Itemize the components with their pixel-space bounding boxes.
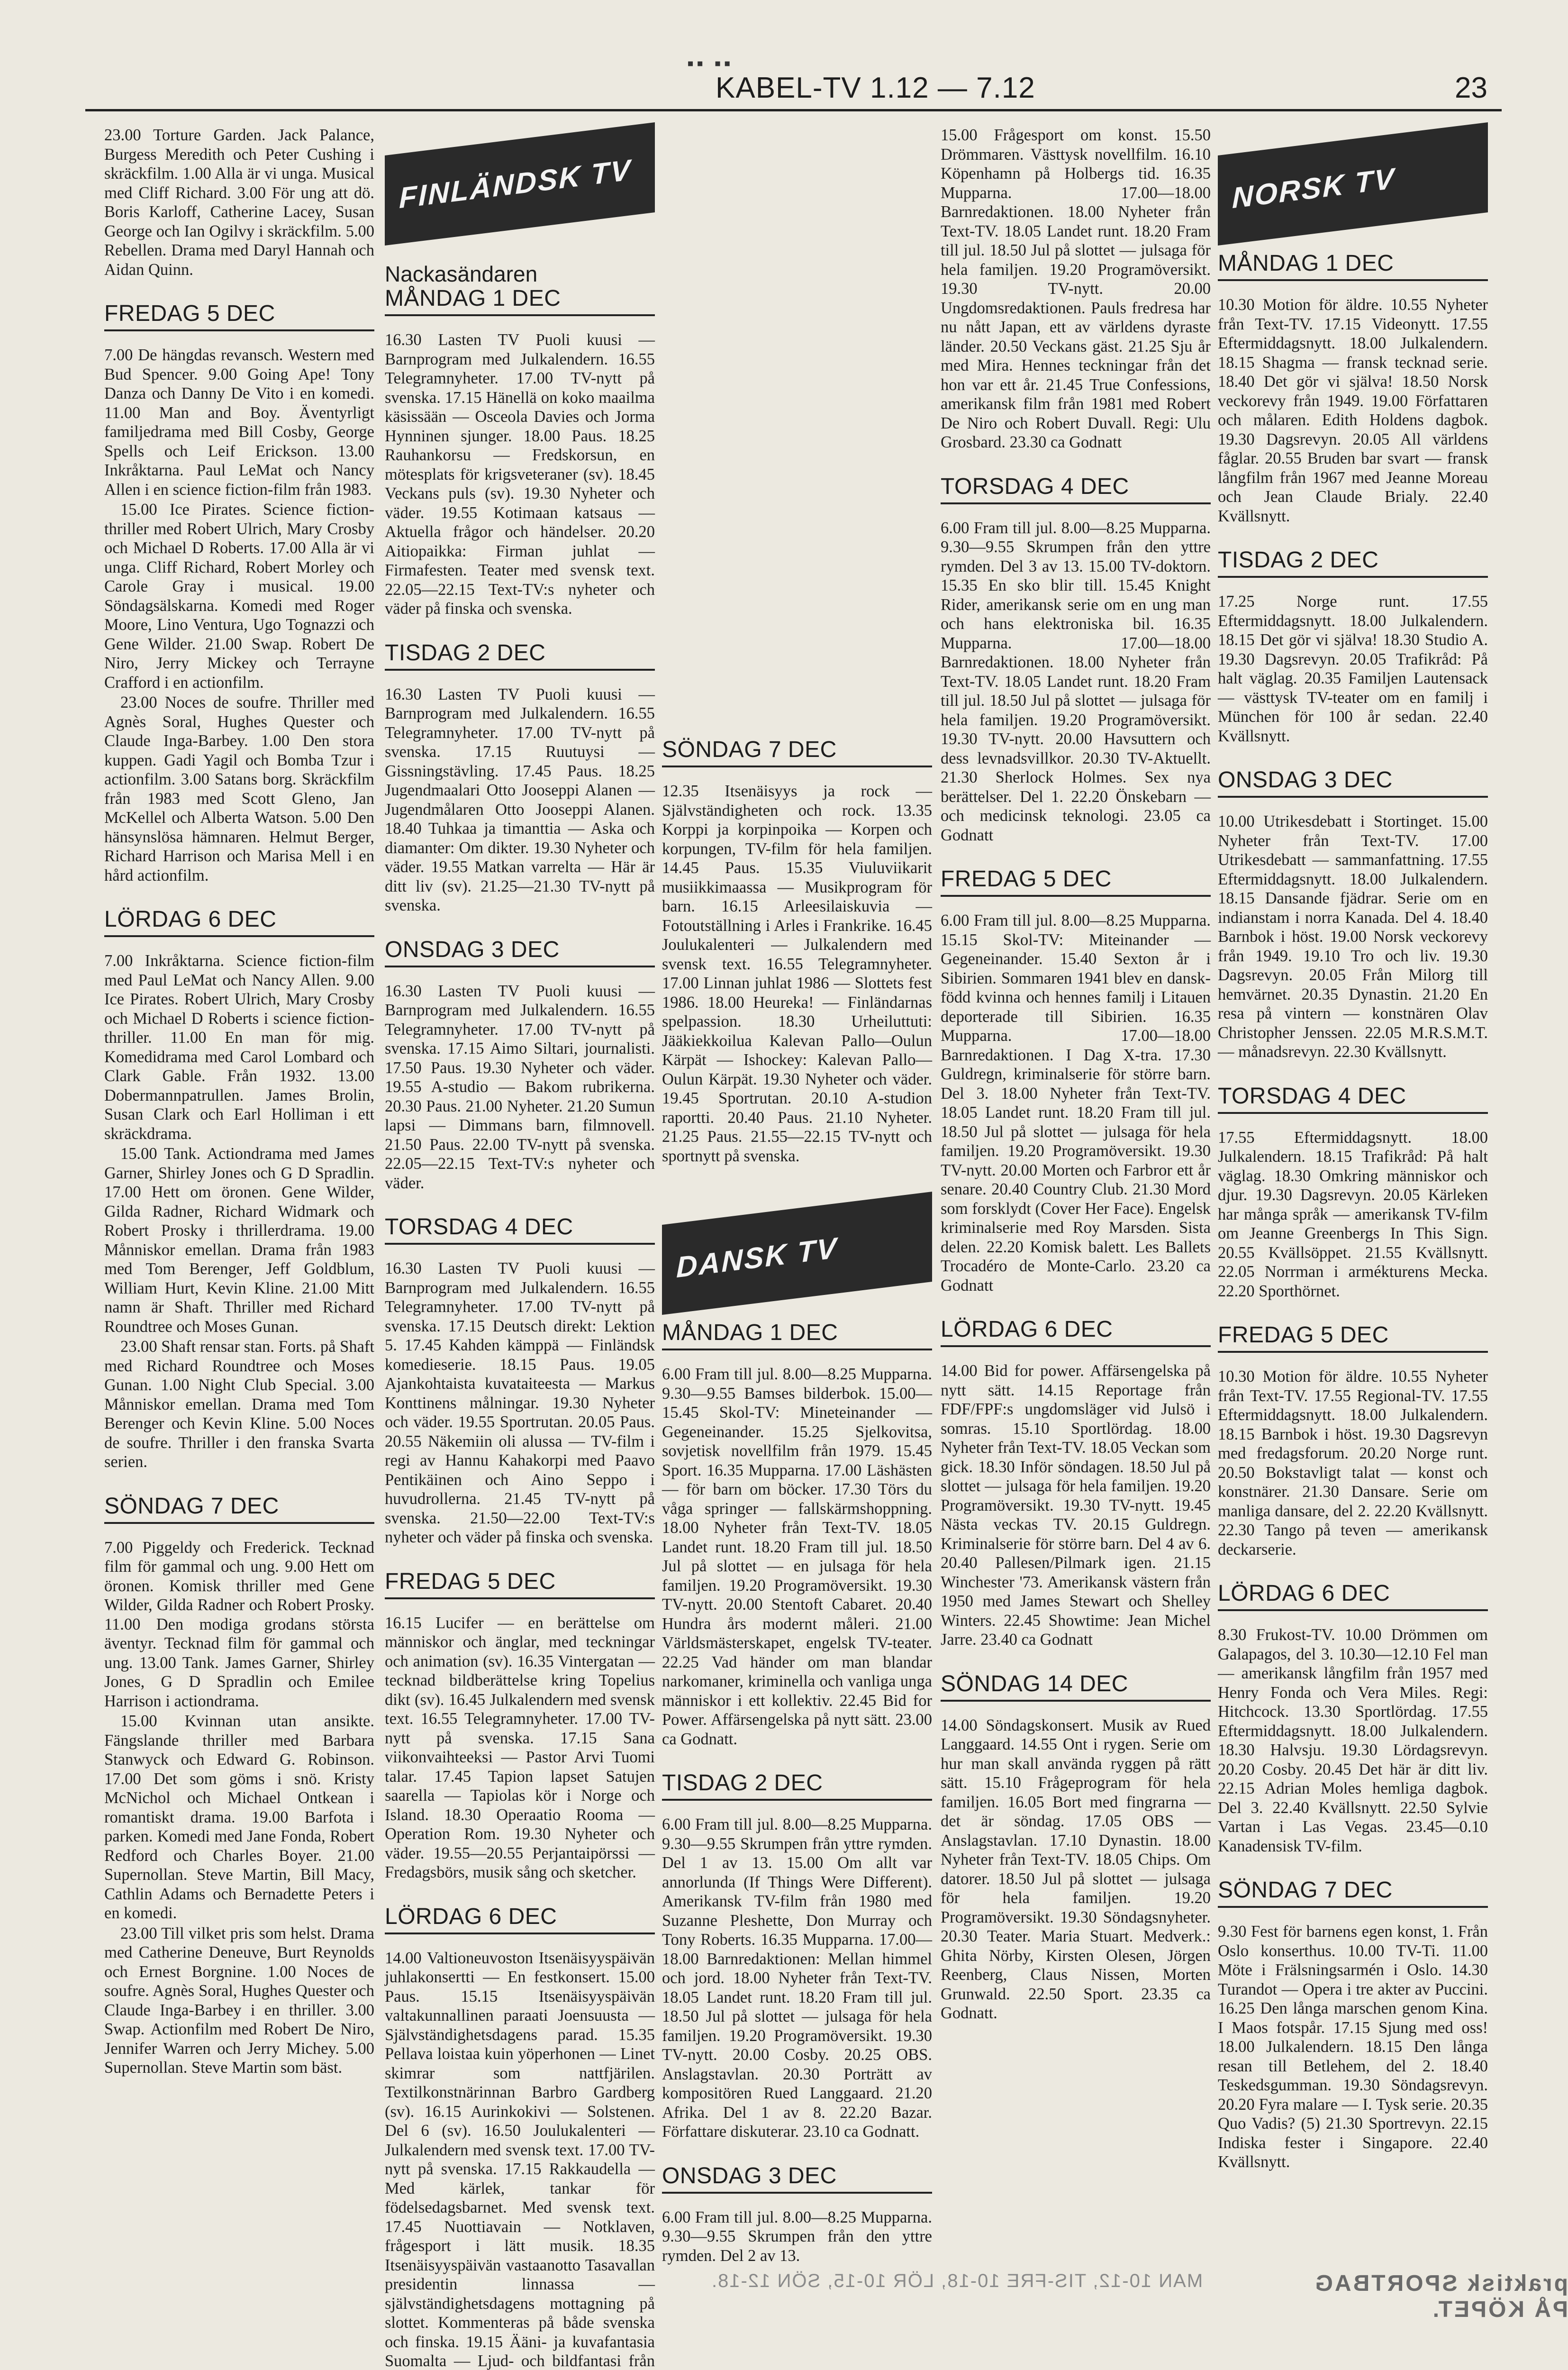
header-title: KABEL-TV 1.12 — 7.12 [716,71,1035,105]
program-text: 16.30 Lasten TV Puoli kuusi — Barnprogram med Julkalendern. 16.55 Telegramnyheter. 17.00 TV-nytt på svenska. 17.15 Ruutuysi — Gissningstävling. 17.45 Paus. 18.25 Jugendmaalari Otto Jooseppi Alanen — Jugendmålaren Otto Jooseppi Alanen. 18.40 Tuhkaa ja timanttia — Aska och diamanter: Om dikter. 19.30 Nyheter och väder. 19.55 Matkan varrelta — Här är ditt liv (sv). 21.25—21.30 TV-nytt på svenska. [385,685,655,915]
station-subhead: Nackasändaren [385,262,655,286]
program-text: 12.35 Itsenäisyys ja rock — Självständigheten och rock. 13.35 Korppi ja korpinpoika — Korpen och korpungen, TV-film för hela familjen. 14.45 Paus. 15.35 Viuluviikarit musiikkimaassa — Musikprogram för barn. 16.15 Arleesilaiskuvia — Fotoutställning i Arles i Frankrike. 16.45 Joulukalenteri — Julkalendern med svensk text. 16.55 Telegramnyheter. 17.00 Linnan juhlat 1986 — Slottets fest 1986. 18.00 Heureka! — Finländarnas spelpassion. 18.30 Urheiluttuti: Jääkiekkoilua Kalevan Pallo—Oulun Kärpät — Ishockey: Kalevan Pallo—Oulun Kärpät. 19.30 Nyheter och väder. 19.45 Sportrutan. 20.10 A-studion raportti. 20.40 Paus. 21.10 Nyheter. 21.25 Paus. 21.55—22.15 TV-nytt och sportnytt på svenska. [662,782,932,1166]
day-heading: LÖRDAG 6 DEC [104,907,374,937]
day-heading: MÅNDAG 1 DEC [385,286,655,316]
day-heading: FREDAG 5 DEC [941,866,1211,897]
program-text: 16.15 Lucifer — en berättelse om människor och änglar, med teckningar och animation (sv). 16.35 Vintergatan — tecknad bildberättelse kring Topelius dikt (sv). 16.45 Julkalendern med svensk text. 16.55 Telegramnyheter. 17.00 TV-nytt på svenska. 17.15 Sana viikonvaihteeksi — Pastor Arvi Tuomi talar. 17.45 Tapion lapset Satujen saarella — Tapiolas kör i Norge och Island. 18.30 Operaatio Rooma — Operation Rom. 19.30 Nyheter och väder. 19.55—20.55 Perjantaipörssi — Fredagsbörs, musik sång och sketcher. [385,1613,655,1882]
column-1 [104,126,374,2078]
day-heading: FREDAG 5 DEC [104,301,374,331]
day-heading: SÖNDAG 7 DEC [104,1494,374,1524]
page-header [85,71,1502,111]
program-text: 15.00 Tank. Actiondrama med James Garner, Shirley Jones och G D Spradlin. 17.00 Hett om öronen. Gene Wilder, Gilda Radner, Richard Widmark och Robert Prosky i thrillerdrama. 19.00 Månniskor emellan. Drama från 1983 med Tom Berenger, Jeff Goldblum, William Hurt, Kevin Kline. 21.00 Mitt namn är Shaft. Thriller med Richard Roundtree och Moses Gunan. [104,1144,374,1336]
day-heading: MÅNDAG 1 DEC [1218,251,1488,281]
program-text: 6.00 Fram till jul. 8.00—8.25 Mupparna. 9.30—9.55 Skrumpen från den yttre rymden. Del 3 av 13. 15.00 TV-doktorn. 15.35 En sko blir till. 15.45 Knight Rider, amerikansk serie om en ung man och hans elektroniska bil. 16.35 Mupparna. 17.00—18.00 Barnredaktionen. 18.00 Nyheter från Text-TV. 18.05 Landet runt. 18.20 Fram till jul. 18.50 Jul på slottet — julsaga för hela familjen. 19.20 Programöversikt. 19.30 TV-nytt. 20.00 Havsuttern och dess levnadsvillkor. 20.30 TV-Aktuellt. 21.30 Sherlock Holmes. Sex nya berättelser. Del 1. 22.20 Önskebarn — och medicinsk teknologi. 23.05 ca Godnatt [941,519,1211,845]
program-text: 16.30 Lasten TV Puoli kuusi — Barnprogram med Julkalendern. 16.55 Telegramnyheter. 17.00 TV-nytt på svenska. 17.15 Aimo Siltari, journalisti. 17.50 Paus. 19.30 Nyheter och väder. 19.55 A-studio — Bakom rubrikerna. 20.30 Paus. 21.00 Nyheter. 21.20 Sumun lapsi — Dimmans barn, filmnovell. 21.50 Paus. 22.00 TV-nytt på svenska. 22.05—22.15 Text-TV:s nyheter och väder. [385,982,655,1193]
program-text: 6.00 Fram till jul. 8.00—8.25 Mupparna. 9.30—9.55 Bamses bilderbok. 15.00—15.45 Skol-TV: Mineteinander — Gegeneinander. 15.25 Sjelkovitsa, sovjetisk novellfilm från 1979. 15.45 Sport. 16.35 Mupparna. 17.00 Läshästen — för barn om böcker. 17.30 Törs du våga springer — fallskärmshoppning. 18.00 Nyheter från Text-TV. 18.05 Landet runt. 18.20 Fram till jul. 18.50 Jul på slottet — en julsaga för hela familjen. 19.20 Programöversikt. 19.30 TV-nytt. 20.00 Stentoft Cabaret. 20.40 Hundra års modernt måleri. 21.00 Världsmästerskapet, engelsk TV-teater. 22.25 Vad händer om man blandar narkomaner, kriminella och vanliga unga människor i ett kollektiv. 22.45 Bid for Power. Affärsengelska på nytt sätt. 23.00 ca Godnatt. [662,1365,932,1749]
program-text: 23.00 Shaft rensar stan. Forts. på Shaft med Richard Roundtree och Moses Gunan. 1.00 Night Club Special. 3.00 Månniskor emellan. Drama med Tom Berenger och Kevin Kline. 5.00 Noces de soufre. Thriller i den franska Svarta serien. [104,1337,374,1472]
day-heading: SÖNDAG 14 DEC [941,1671,1211,1702]
program-text: 8.30 Frukost-TV. 10.00 Drömmen om Galapagos, del 3. 10.30—12.10 Fel man — amerikansk långfilm från 1957 med Henry Fonda och Vera Miles. Regi: Hitchcock. 13.30 Sportlördag. 17.55 Eftermiddagsnytt. 18.00 Julkalendern. 18.30 Halvsju. 19.30 Lördagsrevyn. 20.20 Cosby. 20.45 Det här är ditt liv. 22.15 Adrian Moles hemliga dagbok. Del 3. 22.40 Kvällsnytt. 22.50 Sylvie Vartan i Las Vegas. 23.45—0.10 Kanadensisk TV-film. [1218,1625,1488,1856]
program-text: 16.30 Lasten TV Puoli kuusi — Barnprogram med Julkalendern. 16.55 Telegramnyheter. 17.00 TV-nytt på svenska. 17.15 Deutsch direkt: Lektion 5. 17.45 Kahden kämppä — Finländsk komedieserie. 18.15 Paus. 19.05 Ajankohtaista kuvataiteesta — Markus Konttinens målningar. 19.30 Nyheter och väder. 19.55 Sportrutan. 20.05 Paus. 20.55 Näkemiin oli alussa — TV-film i regi av Hannu Kahakorpi med Paavo Pentikäinen och Aino Seppo i huvudrollerna. 21.45 TV-nytt på svenska. 21.50—22.00 Text-TV:s nyheter och väder på finska och svenska. [385,1259,655,1547]
program-text: 23.00 Noces de soufre. Thriller med Agnès Soral, Hughes Quester och Claude Inga-Barbey. 1.00 Den stora kuppen. Gadi Yagil och Bomba Tzur i actionfilm. 3.00 Satans borg. Skräckfilm från 1983 med Scott Gleno, Jan McKellel och Alberta Watson. 5.00 Den hänsynslösa hämnaren. Helmut Berger, Richard Harrison och Marisa Mell i en hård actionfilm. [104,693,374,885]
program-text: 14.00 Söndagskonsert. Musik av Rued Langgaard. 14.55 Ont i rygen. Serie om hur man skall använda ryggen på rätt sätt. 15.10 Frågeprogram för hela familjen. 16.05 Bort med fingrarna — det är söndag. 17.05 OBS — Anslagstavlan. 17.10 Dynastin. 18.00 Nyheter från Text-TV. 18.05 Chips. Om datorer. 18.50 Jul på slottet — julsaga för hela familjen. 19.20 Programöversikt. 19.30 Söndagsnyheter. 20.30 Teater. Maria Stuart. Medverk.: Ghita Nörby, Kirsten Olesen, Jörgen Reenberg, Claus Nissen, Morten Grunwald. 22.50 Sport. 23.35 ca Godnatt. [941,1716,1211,2023]
program-text: 7.00 Inkråktarna. Science fiction-film med Paul LeMat och Nancy Allen. 9.00 Ice Pirates. Robert Ulrich, Mary Crosby och Michael D Roberts i science fiction-thriller. 11.00 En man för mig. Komedidrama med Carol Lombard och Clark Gable. Från 1932. 13.00 Dobermannpatrullen. James Brolin, Susan Clark och Earl Holliman i ett skräckdrama. [104,951,374,1143]
program-text: 7.00 De hängdas revansch. Western med Bud Spencer. 9.00 Going Ape! Tony Danza och Danny De Vito i en komedi. 11.00 Man and Boy. Äventyrligt familjedrama med Bill Cosby, George Spells och Leif Erickson. 13.00 Inkråktarna. Paul LeMat och Nancy Allen i en science fiction-film från 1983. [104,346,374,499]
day-heading: ONSDAG 3 DEC [385,937,655,967]
program-text: 14.00 Valtioneuvoston Itsenäisyyspäivän juhlakonsertti — En festkonsert. 15.00 Paus. 15.15 Itsenäisyyspäivän valtakunnallinen paraati Joensuusta — Självständighetsdagens parad. 15.35 Pellava loistaa kuin yöperhonen — Linet skimrar som nattfjärilen. Textilkonstnärinnan Barbro Gardberg (sv). 16.15 Aurinkokivi — Solstenen. Del 6 (sv). 16.50 Joulukalenteri — Julkalendern med svensk text. 17.00 TV-nytt på svenska. 17.15 Rakkaudella — Med kärlek, tankar för födelsedagsbarnet. Med svensk text. 17.45 Nuottiavain — Notklaven, frågesport i lätt musik. 18.35 Itsenäisyyspäivän vastaanotto Tasavallan presidentin linnassa — självständighetsdagens mottagning på slottet. Kommenteras på både svenska och finska. 19.15 Ääni- ja kuvafantasia Suomalta — Ljud- och bildfantasi från [385,1949,655,2370]
column-2 [385,126,655,2370]
bleed-through-text: MAN 10-12, TIS-FRE 10-18, LÖR 10-15, SÖN 12-18. [711,2270,1203,2292]
program-text: 6.00 Fram till jul. 8.00—8.25 Mupparna. 9.30—9.55 Skrumpen från den yttre rymden. Del 2 av 13. [662,2208,932,2266]
program-text: 7.00 Piggeldy och Frederick. Tecknad film för gammal och ung. 9.00 Hett om öronen. Komisk thriller med Gene Wilder, Gilda Radner och Robert Prosky. 11.00 Den modiga grodans största äventyr. Tecknad film för gammal och ung. 13.00 Tank. James Garner, Shirley Jones, G D Spradlin och Emilee Harrison i actiondrama. [104,1538,374,1711]
program-text: 17.55 Eftermiddagsnytt. 18.00 Julkalendern. 18.15 Trafikråd: På halt väglag. 18.30 Omkring människor och djur. 19.30 Dagsrevyn. 20.05 Kärleken har många språk — amerikansk TV-film om Jeanne Greenbergs In This Sign. 20.55 Kvällsöppet. 21.55 Kvällsnytt. 22.05 Norrman i armékturens Mecka. 22.20 Sporthörnet. [1218,1128,1488,1301]
danish-tv-banner: DANSK TV [662,1192,932,1315]
program-text: 6.00 Fram till jul. 8.00—8.25 Mupparna. 15.15 Skol-TV: Miteinander — Gegeneinander. 15.40 Sexton år i Sibirien. Sommaren 1941 blev en dansk-född kvinna och hennes familj i Litauen deporterade till Sibirien. 16.35 Mupparna. 17.00—18.00 Barnredaktionen. I Dag X-tra. 17.30 Guldregn, kriminalserie för större barn. Del 3. 18.00 Nyheter från Text-TV. 18.05 Landet runt. 18.20 Fram till jul. 18.50 Jul på slottet — julsaga för hela familjen. 19.20 Programöversikt. 19.30 TV-nytt. 20.00 Morten och Farbror ett år senare. 20.40 Country Club. 21.30 Mord som forsklydt (Cover Her Face). Engelsk kriminalserie med Roy Marsden. Sista delen. 22.20 Komisk balett. Les Ballets Trocadéro de Monte-Carlo. 23.20 ca Godnatt [941,911,1211,1295]
norwegian-tv-banner: NORSK TV [1218,122,1488,246]
column-5 [1218,126,1488,2173]
program-text: 6.00 Fram till jul. 8.00—8.25 Mupparna. 9.30—9.55 Skrumpen från yttre rymden. Del 1 av 13. 15.00 Om allt var annorlunda (If Things Were Different). Amerikansk TV-film från 1980 med Suzanne Pleshette, Don Murray och Tony Roberts. 16.35 Mupparna. 17.00—18.00 Barnredaktionen: Mellan himmel och jord. 18.00 Nyheter från Text-TV. 18.05 Landet runt. 18.20 Fram till jul. 18.50 Jul på slottet — julsaga för hela familjen. 19.20 Programöversikt. 19.30 TV-nytt. 20.00 Cosby. 20.25 OBS. Anslagstavlan. 20.30 Porträtt av kompositören Rued Langgaard. 21.20 Afrika. Del 1 av 8. 22.20 Bazar. Författare diskuterar. 23.10 ca Godnatt. [662,1815,932,2142]
day-heading: TORSDAG 4 DEC [941,474,1211,504]
day-heading: SÖNDAG 7 DEC [662,737,932,767]
day-heading: TISDAG 2 DEC [385,640,655,671]
day-heading: FREDAG 5 DEC [1218,1322,1488,1353]
page-number: 23 [1455,71,1487,105]
day-heading: MÅNDAG 1 DEC [662,1320,932,1350]
finnish-tv-banner: FINLÄNDSK TV [385,122,655,246]
program-text: 17.25 Norge runt. 17.55 Eftermiddagsnytt. 18.00 Julkalendern. 18.15 Det gör vi själva! 18.30 Studio A. 19.30 Dagsrevyn. 20.05 Trafikråd: På halt väglag. 20.35 Familjen Lautensack — västtysk TV-teater om en familj i München för 100 år sedan. 22.40 Kvällsnytt. [1218,592,1488,746]
program-text: 15.00 Kvinnan utan ansikte. Fängslande thriller med Barbara Stanwyck och Edward G. Robinson. 17.00 Det som göms i snö. Kristy McNichol och Michael Ontkean i romantiskt drama. 19.00 Barfota i parken. Komedi med Jane Fonda, Robert Redford och Charles Boyer. 21.00 Supernollan. Steve Martin, Bill Macy, Cathlin Adams och Bernadette Peters i en komedi. [104,1712,374,1923]
day-heading: ONSDAG 3 DEC [1218,767,1488,798]
day-heading: SÖNDAG 7 DEC [1218,1878,1488,1908]
program-text: 15.00 Ice Pirates. Science fiction-thriller med Robert Ulrich, Mary Crosby och Michael D Roberts. 17.00 Alla är vi unga. Cliff Richard, Robert Morley och Carole Gray i musical. 19.00 Söndagsälskarna. Komedi med Roger Moore, Lino Ventura, Ugo Tognazzi och Gene Wilder. 21.00 Swap. Robert De Niro, Jerry Mickey och Terrayne Crafford i en actionfilm. [104,500,374,692]
column-3 [662,126,932,2266]
program-text: 23.00 Till vilket pris som helst. Drama med Catherine Deneuve, Burt Reynolds och Ernest Borgnine. 1.00 Noces de soufre. Agnès Soral, Hughes Quester och Claude Inga-Barbey i en thriller. 3.00 Swap. Actionfilm med Robert De Niro, Jennifer Warren och Jerry Michey. 5.00 Supernollan. Steve Martin som bäst. [104,1924,374,2078]
program-text: 15.00 Frågesport om konst. 15.50 Drömmaren. Västtysk novellfilm. 16.10 Köpenhamn på Holbergs tid. 16.35 Mupparna. 17.00—18.00 Barnredaktionen. 18.00 Nyheter från Text-TV. 18.05 Landet runt. 18.20 Fram till jul. 18.50 Jul på slottet — julsaga för hela familjen. 19.20 Programöversikt. 19.30 TV-nytt. 20.00 Ungdomsredaktionen. Pauls fredresa har nu nått Japan, ett av världens dyraste länder. 20.50 Veckans gäst. 21.25 Sju år med Mira. Hennes teckningar från det hon var ett år. 21.45 True Confessions, amerikansk film från 1981 med Robert De Niro och Robert Duvall. Regi: Ulu Grosbard. 23.30 ca Godnatt [941,126,1211,452]
program-text: 9.30 Fest för barnens egen konst, 1. Från Oslo konserthus. 10.00 TV-Ti. 11.00 Möte i Frälsningsarmén i Oslo. 14.30 Turandot — Opera i tre akter av Puccini. 16.25 Den långa marschen genom Kina. I Maos fotspår. 17.15 Sjung med oss! 18.00 Julkalendern. 18.15 Den långa resan till Betlehem, del 2. 18.40 Teskedsgumman. 19.30 Söndagsrevyn. 20.20 Fyra malare — I. Tysk serie. 20.35 Quo Vadis? (5) 21.30 Sportrevyn. 22.15 Indiska fester i Singapore. 22.40 Kvällsnytt. [1218,1922,1488,2172]
day-heading: TORSDAG 4 DEC [385,1214,655,1245]
day-heading: LÖRDAG 6 DEC [941,1317,1211,1347]
program-text: 23.00 Torture Garden. Jack Palance, Burgess Meredith och Peter Cushing i skräckfilm. 1.00 Alla är vi unga. Musical med Cliff Richard. 3.00 För ung att dö. Boris Karloff, Catherine Lacey, Susan George och Ian Ogilvy i skräckfilm. 5.00 Rebellen. Drama med Daryl Hannah och Aidan Quinn. [104,126,374,279]
day-heading: TISDAG 2 DEC [662,1770,932,1801]
program-text: 14.00 Bid for power. Affärsengelska på nytt sätt. 14.15 Reportage från FDF/FPF:s ungdomsläger vid Julsö i somras. 15.10 Sportlördag. 18.00 Nyheter från Text-TV. 18.05 Veckan som gick. 18.30 Inför söndagen. 18.50 Jul på slottet — julsaga för hela familjen. 19.20 Programöversikt. 19.30 TV-nytt. 19.45 Nästa veckas TV. 20.15 Guldregn. Kriminalserie för större barn. Del 4 av 6. 20.40 Pallesen/Pilmark igen. 21.15 Winchester '73. Amerikansk västern från 1950 med James Stewart och Shelley Winters. 22.45 Showtime: Jean Michel Jarre. 23.40 ca Godnatt [941,1361,1211,1650]
header-logo: ▪▪ ▪▪ [687,53,734,74]
program-text: 10.30 Motion för äldre. 10.55 Nyheter från Text-TV. 17.55 Regional-TV. 17.55 Eftermiddagsnytt. 18.00 Julkalendern. 18.15 Barnbok i höst. 19.30 Dagsrevyn med fredagsforum. 20.20 Norge runt. 20.50 Bokstavligt talat — konst och konstnärer. 21.30 Dansare. Serie om manliga dansare, del 2. 22.20 Kvällsnytt. 22.30 Tango på teven — amerikansk deckarserie. [1218,1367,1488,1559]
day-heading: ONSDAG 3 DEC [662,2163,932,2194]
day-heading: FREDAG 5 DEC [385,1569,655,1599]
program-text: 10.00 Utrikesdebatt i Stortinget. 15.00 Nyheter från Text-TV. 17.00 Utrikesdebatt — sammanfattning. 17.55 Eftermiddagsnytt. 18.00 Julkalendern. 18.15 Dansande fjädrar. Serie om en indianstam i norra Kanada. Del 4. 18.40 Barnbok i höst. 19.00 Norsk veckorevy från 1949. 19.10 Tro och liv. 19.30 Dagsrevyn. 20.05 Från Milorg till hemvärnet. 20.35 Dynastin. 21.20 En resa på vintern — konstnären Olav Christopher Jenssen. 22.05 M.R.S.M.T. — månadsrevyn. 22.30 Kvällsnytt. [1218,812,1488,1062]
bleed-through-ad: praktisk SPORTBAG PÅ KÖPET. [1289,2270,1568,2323]
day-heading: LÖRDAG 6 DEC [385,1904,655,1934]
day-heading: LÖRDAG 6 DEC [1218,1581,1488,1611]
day-heading: TISDAG 2 DEC [1218,547,1488,578]
day-heading: TORSDAG 4 DEC [1218,1084,1488,1114]
column-4 [941,126,1211,2024]
program-text: 10.30 Motion för äldre. 10.55 Nyheter från Text-TV. 17.15 Videonytt. 17.55 Eftermiddagsnytt. 18.00 Julkalendern. 18.15 Shagma — fransk tecknad serie. 18.40 Det gör vi själva! 18.50 Norsk veckorevy från 1949. 19.00 Författaren och målaren. Edith Holdens dagbok. 19.30 Dagsrevyn. 20.05 All världens fåglar. 20.55 Bruden bar svart — fransk långfilm från 1967 med Jeanne Moreau och Jean Claude Brialy. 22.40 Kvällsnytt. [1218,295,1488,526]
program-text: 16.30 Lasten TV Puoli kuusi — Barnprogram med Julkalendern. 16.55 Telegramnyheter. 17.00 TV-nytt på svenska. 17.15 Hänellä on koko maailma käsissään — Osceola Davies och Jorma Hynninen sjunger. 18.00 Paus. 18.25 Rauhankorsu — Fredskorsun, en mötesplats för krigsveteraner (sv). 18.45 Veckans puls (sv). 19.30 Nyheter och väder. 19.55 Kotimaan katsaus — Aktuella frågor och händelser. 20.20 Aitiopaikka: Firman juhlat — Firmafesten. Teater med svensk text. 22.05—22.15 Text-TV:s nyheter och väder på finska och svenska. [385,330,655,619]
